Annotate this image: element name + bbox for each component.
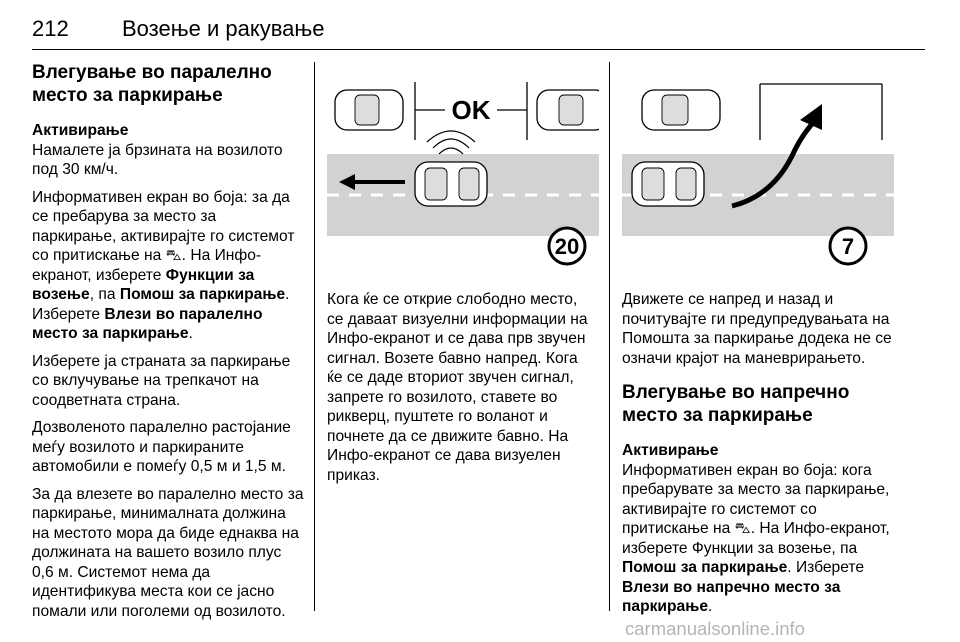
svg-text:20: 20 — [554, 234, 580, 259]
moving-car — [415, 162, 487, 206]
parked-car-left — [335, 90, 403, 130]
step-badge — [549, 228, 585, 264]
reverse-parking-illustration — [622, 64, 894, 274]
subheading: Активирање — [622, 442, 719, 459]
figure-reversing-into-space — [622, 64, 894, 274]
parallel-parking-illustration — [327, 64, 599, 274]
column-divider — [609, 62, 610, 611]
page-header — [32, 14, 925, 50]
paragraph: Информативен екран во боја: кога пребарувате за место за паркирање, активирајте го системот со притискање на ⛍. На Инфо-екранот, изберете Функции за возење, па Помош за паркирање. Изберете Влези во напречно место за паркирање. — [622, 461, 890, 615]
page-title: Возење и ракување — [122, 16, 325, 41]
paragraph: Намалете ја брзината на возилото под 30 км/ч. — [32, 141, 283, 178]
parked-car-right — [537, 90, 599, 130]
column-3 — [622, 290, 894, 625]
moving-car — [632, 162, 704, 206]
parking-assist-icon: ⛍ — [734, 520, 751, 537]
sensor-waves-icon — [427, 131, 475, 154]
column-divider — [314, 62, 315, 611]
svg-text:7: 7 — [841, 234, 855, 259]
step-badge — [830, 228, 866, 264]
paragraph: За да влезете во паралелно место за паркирање, минималната должина на местото мора да биде еднаква на должината на вашето возило плус 0,6 м. Системот нема да идентификува места кои се јасно помали или поголеми од возилото. — [32, 485, 304, 620]
paragraph: Дозволеното паралелно растојание меѓу возилото и паркираните автомобили е помеѓу 0,5 м и 1,5 м. — [32, 419, 291, 475]
subheading: Активирање — [32, 122, 129, 139]
page-number: 212 — [32, 16, 69, 41]
parking-assist-icon: ⛍ — [165, 247, 182, 264]
paragraph: Информативен екран во боја: за да се пребарува за место за паркирање, активирајте го системот со притискање на ⛍. На Инфо-екранот, изберете Функции за возење, па Помош за паркирање. Изберете Влези во паралелно место за паркирање. — [32, 188, 295, 342]
parked-car-left — [642, 90, 720, 130]
column-1 — [32, 62, 304, 629]
section-heading: Влегување во напречно место за паркирање — [622, 382, 850, 426]
paragraph: Кога ќе се открие слободно место, се даваат визуелни информации на Инфо-екранот и се дава прв звучен сигнал. Возете бавно напред. Кога ќе се даде вториот звучен сигнал, запрете го возилото, ставете во рикверц, пуштете го воланот и почнете да се движите бавно. На Инфо-екранот се дава визуелен приказ. — [327, 291, 588, 484]
ok-label: OK — [451, 95, 491, 125]
figure-parallel-parking — [327, 64, 599, 274]
paragraph: Движете се напред и назад и почитувајте ги предупредувањата на Помошта за паркирање додека не се означи крајот на маневрирањето. — [622, 291, 892, 367]
column-2 — [327, 290, 597, 493]
watermark: carmanualsonline.info — [625, 618, 805, 639]
paragraph: Изберете ја страната за паркирање со вклучување на трепкачот на соодветната страна. — [32, 352, 291, 409]
section-heading: Влегување во паралелно место за паркирање — [32, 62, 272, 106]
